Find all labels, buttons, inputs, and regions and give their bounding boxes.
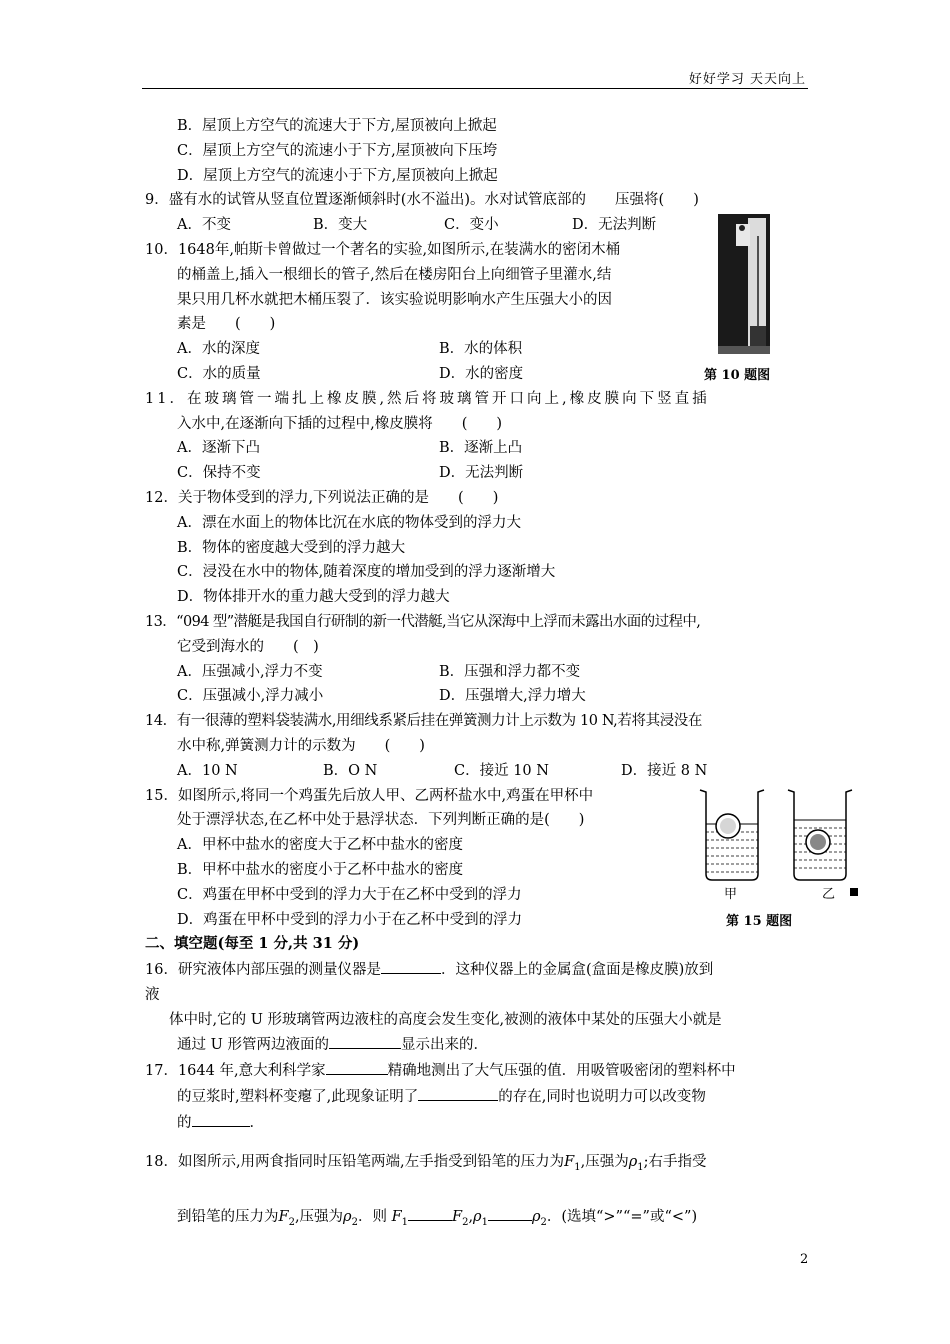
q17-blank-3[interactable] [192, 1110, 250, 1127]
q11-option-c: C．保持不变 [177, 465, 261, 482]
q18-p1: ρ [628, 1153, 638, 1170]
q16-blank-1[interactable] [381, 957, 441, 974]
q18-p2: ρ [343, 1209, 352, 1226]
q10-option-c: C．水的质量 [177, 365, 261, 382]
q17-blank-2[interactable] [418, 1084, 498, 1101]
q18-blank-2[interactable] [488, 1204, 532, 1221]
q16-line2: 液 [145, 986, 160, 1003]
q18-text: ．(选填“>”“=”或“<”) [546, 1209, 698, 1226]
q12-option-b: B．物体的密度越大受到的浮力越大 [177, 539, 406, 556]
page-number: 2 [800, 1252, 809, 1267]
q12-option-c: C．浸没在水中的物体,随着深度的增加受到的浮力逐渐增大 [177, 564, 556, 581]
small-square-mark [850, 888, 858, 896]
q14-option-c: C．接近 10 N [454, 762, 549, 779]
q12-option-d: D．物体排开水的重力越大受到的浮力越大 [177, 589, 450, 606]
q10-option-d: D．水的密度 [439, 365, 524, 382]
q18-p1: ρ [473, 1209, 482, 1226]
q18-p2-sub: 2 [351, 1217, 358, 1229]
barrel [750, 326, 766, 346]
q11-options-row [145, 461, 810, 486]
beakers-figure [690, 784, 868, 904]
q18-f2-sub: 2 [288, 1217, 295, 1229]
q11-option-b: B．逐渐上凸 [439, 440, 523, 457]
q8-option-d: D．屋顶上方空气的流速小于下方,屋顶被向上掀起 [177, 167, 498, 184]
q17-line1 [145, 1058, 810, 1084]
q16-text: 16．研究液体内部压强的测量仪器是 [145, 962, 381, 979]
header-text: 好好学习 天天向上 [688, 72, 806, 87]
q18-f1-sub: 1 [574, 1161, 581, 1173]
q16-text: 通过 U 形管两边液面的 [177, 1037, 329, 1054]
q15-line: 15．如图所示,将同一个鸡蛋先后放人甲、乙两杯盐水中,鸡蛋在甲杯中 [145, 787, 594, 804]
q10-line: 果只用几杯水就把木桶压裂了．该实验说明影响水产生压强大小的因 [177, 291, 612, 308]
q14-option-a: A．10 N [177, 762, 238, 779]
q18-p1-sub: 1 [481, 1217, 488, 1229]
label-jia: 甲 [724, 887, 738, 902]
q11-line: 入水中,在逐渐向下插的过程中,橡皮膜将 ( ) [177, 415, 503, 432]
q11-line: 11．在玻璃管一端扎上橡皮膜,然后将玻璃管开口向上,橡皮膜向下竖直插 [145, 390, 710, 407]
q9-option-d: D．无法判断 [572, 217, 657, 234]
q18-text: ;右手指受 [643, 1153, 707, 1170]
q11-option-d: D．无法判断 [439, 465, 524, 482]
q18-text: ,压强为 [294, 1209, 344, 1226]
q15-line: 处于漂浮状态,在乙杯中处于悬浮状态．下列判断正确的是( ) [177, 812, 585, 829]
pascal-barrel-figure [718, 214, 770, 354]
q8-option-c: C．屋顶上方空气的流速小于下方,屋顶被向下压垮 [177, 142, 498, 159]
page-header [142, 64, 808, 89]
q16-text: 显示出来的． [400, 1037, 488, 1054]
q16-text: ．这种仪器上的金属盒(盒面是橡皮膜)放到 [440, 962, 714, 979]
q13-option-c: C．压强减小,浮力减小 [177, 688, 324, 705]
q18-line2: 到铅笔的压力为$F_2$,压强为$\rho_2$．则 $F_1$ $F_2,\rho_1$ $\rho_2$．(选填“>”“=”或“<”) [145, 1204, 810, 1236]
q17-text: 17．1644 年,意大利科学家 [145, 1063, 326, 1080]
q9-stem: 9．盛有水的试管从竖直位置逐渐倾斜时(水不溢出)。水对试管底部的 压强将( ) [145, 192, 699, 209]
q11-options-row [145, 436, 810, 461]
q13-option-a: A．压强减小,浮力不变 [177, 663, 323, 680]
figure-10-caption: 第 10 题图 [704, 368, 771, 383]
q8-option-b: B．屋顶上方空气的流速大于下方,屋顶被向上掀起 [177, 118, 497, 134]
ground [718, 346, 770, 354]
q17-line2 [145, 1084, 810, 1110]
q13-options-row [145, 660, 810, 685]
q18-p1-sub: 1 [637, 1161, 644, 1173]
q15-option-c: C．鸡蛋在甲杯中受到的浮力大于在乙杯中受到的浮力 [177, 886, 522, 903]
q12-stem: 12．关于物体受到的浮力,下列说法正确的是 ( ) [145, 489, 499, 506]
section-title: 二、填空题(每至 1 分,共 31 分) [145, 935, 360, 953]
q10-options-row [145, 337, 810, 362]
q17-blank-1[interactable] [326, 1058, 388, 1075]
q17-text: 的存在,同时也说明力可以改变物 [498, 1089, 706, 1106]
q18-text: ,压强为 [580, 1153, 629, 1170]
q15-option-b: B．甲杯中盐水的密度小于乙杯中盐水的密度 [177, 861, 464, 878]
q18-text: ．则 [357, 1209, 387, 1226]
q10-option-a: A．水的深度 [177, 341, 260, 358]
q14-line: 水中称,弹簧测力计的示数为 ( ) [177, 737, 425, 754]
q18-f1: F [564, 1153, 575, 1170]
q16-line4 [145, 1032, 810, 1058]
q13-option-d: D．压强增大,浮力增大 [439, 688, 586, 705]
q14-line: 14．有一很薄的塑料袋装满水,用细线系紧后挂在弹簧测力计上示数为 10 N,若将其浸没在 [145, 713, 702, 730]
q17-line3 [145, 1110, 810, 1136]
q18-f1: F [391, 1209, 402, 1226]
q14-option-d: D．接近 8 N [621, 762, 708, 779]
q9-options [145, 213, 810, 238]
q18-p2-sub: 2 [540, 1217, 547, 1229]
q9-option-a: A．不变 [177, 217, 231, 234]
label-yi: 乙 [822, 887, 836, 902]
q15-option-d: D．鸡蛋在甲杯中受到的浮力小于在乙杯中受到的浮力 [177, 911, 523, 928]
q14-options [145, 759, 810, 784]
q9-option-c: C．变小 [444, 217, 499, 234]
q13-option-b: B．压强和浮力都不变 [439, 663, 581, 680]
q17-text: 的豆浆时,塑料杯变瘪了,此现象证明了 [177, 1089, 419, 1106]
q18-text: 到铅笔的压力为 [177, 1209, 279, 1226]
q13-line: 它受到海水的 ( ) [177, 638, 319, 655]
figure-15-caption: 第 15 题图 [726, 914, 793, 929]
q18-p2: ρ [531, 1209, 541, 1226]
q13-line: 13．“094 型”潜艇是我国自行研制的新一代潜艇,当它从深海中上浮而未露出水面的过程中, [145, 613, 701, 630]
q16-blank-2[interactable] [329, 1032, 401, 1049]
beaker-yi [788, 790, 852, 880]
q12-option-a: A．漂在水面上的物体比沉在水底的物体受到的浮力大 [177, 514, 521, 531]
q17-text: ． [249, 1114, 264, 1131]
q10-line: 素是 ( ) [177, 316, 276, 333]
beaker-jia [700, 790, 764, 880]
q18-f2: F [278, 1209, 289, 1226]
person-head [739, 225, 745, 231]
q10-line: 的桶盖上,插入一根细长的管子,然后在楼房阳台上向细管子里灌水,结 [177, 266, 612, 283]
q18-f1-sub: 1 [401, 1217, 408, 1229]
q18-line1 [145, 1150, 810, 1181]
q10-option-b: B．水的体积 [439, 341, 523, 358]
q14-option-b: B．O N [323, 762, 378, 779]
q17-text: 的 [177, 1114, 192, 1131]
q11-option-a: A．逐渐下凸 [177, 440, 260, 457]
question-content [145, 114, 810, 1236]
q18-text: 18．如图所示,用两食指同时压铅笔两端,左手指受到铅笔的压力为 [145, 1153, 565, 1170]
q16-line3: 体中时,它的 U 形玻璃管两边液柱的高度会发生变化,被测的液体中某处的压强大小就是 [169, 1011, 722, 1028]
q16-line1 [145, 957, 810, 983]
q17-text: 精确地测出了大气压强的值．用吸管吸密闭的塑料杯中 [387, 1063, 736, 1080]
q9-option-b: B．变大 [313, 217, 368, 234]
q18-blank-1[interactable] [408, 1204, 452, 1221]
q15-option-a: A．甲杯中盐水的密度大于乙杯中盐水的密度 [177, 837, 463, 854]
q18-f2-sub: 2 [462, 1217, 469, 1229]
q10-line: 10．1648年,帕斯卡曾做过一个著名的实验,如图所示,在装满水的密闭木桶 [145, 241, 621, 258]
q18-f2: F [452, 1209, 463, 1226]
q13-options-row [145, 684, 810, 709]
